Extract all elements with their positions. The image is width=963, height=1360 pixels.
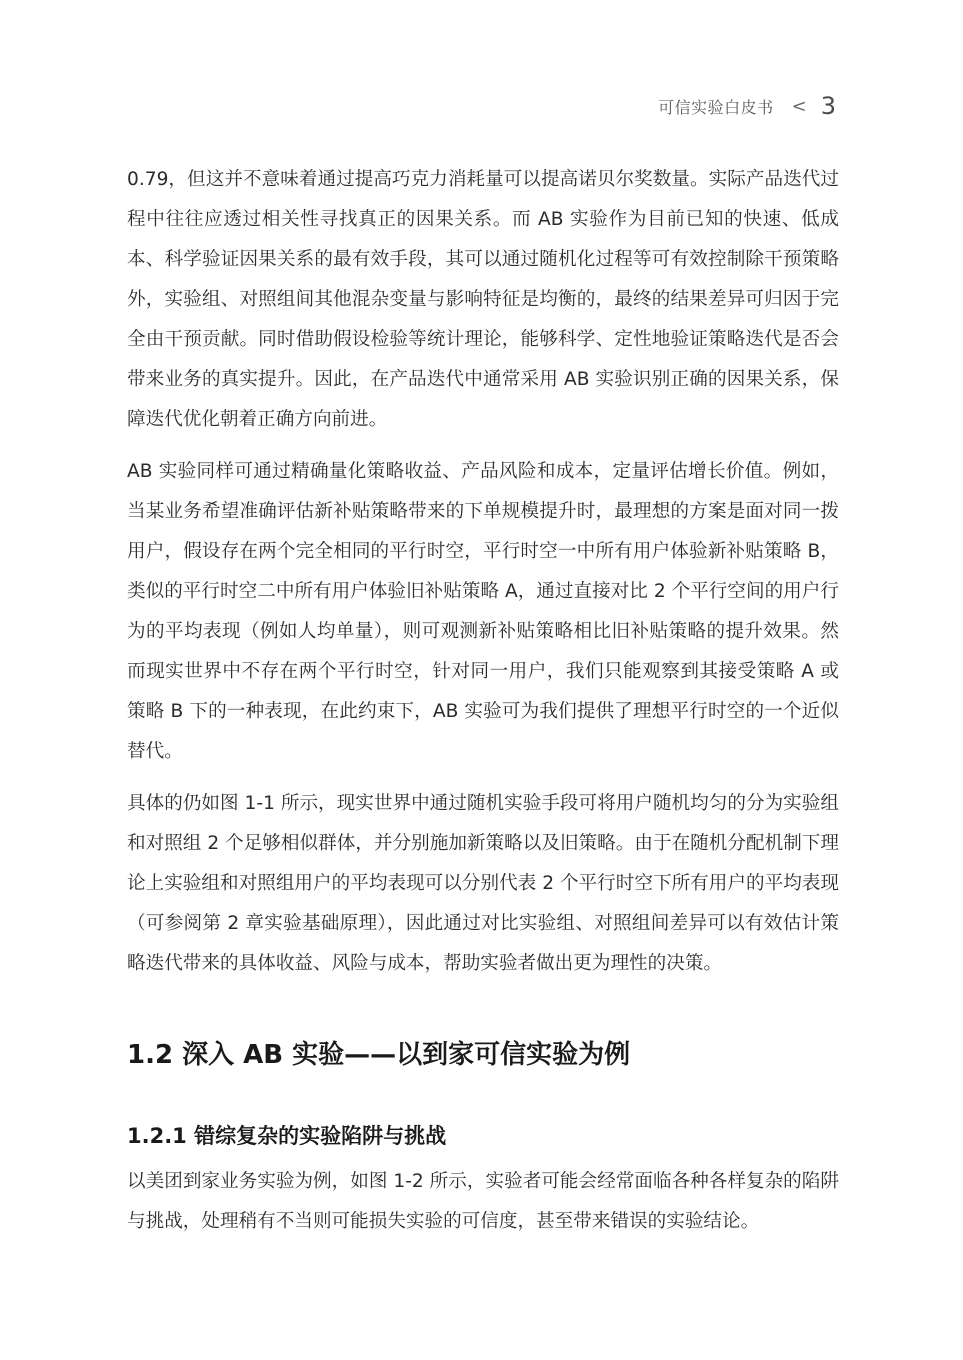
section-heading: 1.2 深入 AB 实验——以到家可信实验为例 — [127, 1040, 631, 1070]
subsection-heading: 1.2.1 错综复杂的实验陷阱与挑战 — [127, 1124, 447, 1148]
subsection-content — [127, 1162, 839, 1254]
paragraph-2: AB 实验同样可通过精确量化策略收益、产品风险和成本，定量评估增长价值。例如，当某业务希望准确评估新补贴策略带来的下单规模提升时，最理想的方案是面对同一拨用户，假设存在两个完全相同的平行时空，平行时空一中所有用户体验新补贴策略 B，类似的平行时空二中所有用户体验旧补贴策略 A，通过直接对比 2 个平行空间的用户行为的平均表现（例如人均单量），则可观测新补贴策略相比旧补贴策略的提升效果。然而现实世界中不存在两个平行时空，针对同一用户，我们只能观察到其接受策略 A 或策略 B 下的一种表现，在此约束下，AB 实验可为我们提供了理想平行时空的一个近似替代。 — [127, 461, 839, 762]
paragraph-3: 具体的仍如图 1-1 所示，现实世界中通过随机实验手段可将用户随机均匀的分为实验组和对照组 2 个足够相似群体，并分别施加新策略以及旧策略。由于在随机分配机制下理论上实验组和对照组用户的平均表现可以分别代表 2 个平行时空下所有用户的平均表现（可参阅第 2 章实验基础原理），因此通过对比实验组、对照组间差异可以有效估计策略迭代带来的具体收益、风险与成本，帮助实验者做出更为理性的决策。 — [127, 793, 839, 974]
body-content — [127, 160, 839, 996]
subsection-paragraph: 以美团到家业务实验为例，如图 1-2 所示，实验者可能会经常面临各种各样复杂的陷阱与挑战，处理稍有不当则可能损失实验的可信度，甚至带来错误的实验结论。 — [127, 1171, 839, 1232]
page-header — [658, 92, 836, 120]
header-title: 可信实验白皮书 — [658, 97, 774, 117]
header-separator: < — [791, 95, 807, 117]
page-number: 3 — [820, 92, 836, 120]
paragraph-1: 0.79，但这并不意味着通过提高巧克力消耗量可以提高诺贝尔奖数量。实际产品迭代过程中往往应透过相关性寻找真正的因果关系。而 AB 实验作为目前已知的快速、低成本、科学验证因果关系的最有效手段，其可以通过随机化过程等可有效控制除干预策略外，实验组、对照组间其他混杂变量与影响特征是均衡的，最终的结果差异可归因于完全由干预贡献。同时借助假设检验等统计理论，能够科学、定性地验证策略迭代是否会带来业务的真实提升。因此，在产品迭代中通常采用 AB 实验识别正确的因果关系，保障迭代优化朝着正确方向前进。 — [127, 169, 839, 430]
